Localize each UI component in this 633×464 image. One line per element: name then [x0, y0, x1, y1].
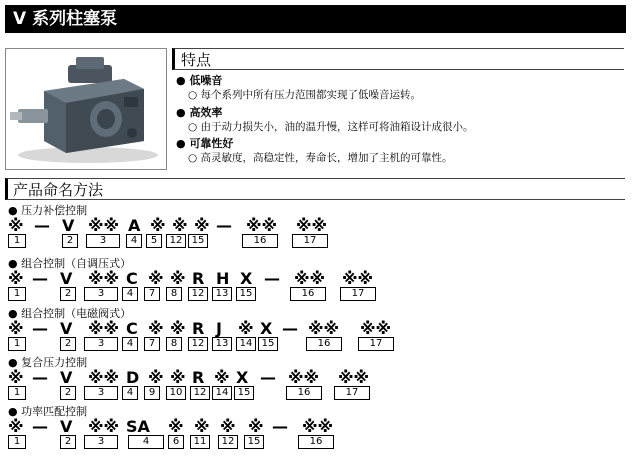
- naming-group: ● 功率匹配控制 ※ — V ※※ SA ※ ※ ※ ※ — ※※ 1 2 3 4 6 11 12 15 16: [8, 405, 334, 447]
- code-token: ※※: [342, 269, 374, 288]
- position-number: 14: [212, 386, 232, 400]
- code-token: ※: [8, 417, 24, 436]
- group-title: 复合压力控制: [21, 356, 88, 369]
- code-token: ※: [170, 368, 186, 387]
- position-number: 17: [292, 234, 328, 248]
- code-token: C: [126, 269, 138, 288]
- position-number: 4: [126, 234, 142, 248]
- code-row: [8, 417, 334, 436]
- position-number: 16: [298, 435, 334, 449]
- position-number: 4: [128, 435, 164, 449]
- position-number: 3: [84, 337, 118, 351]
- feature-title: 低噪音: [189, 74, 223, 87]
- number-row: [8, 287, 365, 301]
- position-number: 1: [8, 287, 26, 301]
- code-token: ※※: [246, 216, 278, 235]
- position-number: 9: [144, 386, 160, 400]
- code-token: ※: [8, 319, 24, 338]
- features-heading: 特点: [172, 48, 624, 70]
- code-row: [8, 216, 328, 235]
- code-row: [8, 269, 374, 288]
- position-number: 13: [212, 287, 232, 301]
- code-token: ※: [194, 417, 210, 436]
- feature-desc: 每个系列中所有压力范围都实现了低噪音运转。: [200, 89, 421, 101]
- position-number: 2: [60, 386, 76, 400]
- position-number: 17: [340, 287, 376, 301]
- position-number: 3: [86, 234, 120, 248]
- naming-group: ● 压力补偿控制 ※ — V ※※ A ※ ※ ※ — ※※ ※※ 1 2 3 4 5 12 15 16 17: [8, 204, 328, 246]
- position-number: 15: [234, 386, 254, 400]
- code-token: ※: [148, 269, 164, 288]
- code-token: ※: [148, 319, 164, 338]
- page-title: V 系列柱塞泵: [5, 5, 626, 33]
- code-token: ※※: [308, 319, 340, 338]
- code-token: ※※: [302, 417, 334, 436]
- position-number: 3: [84, 386, 118, 400]
- code-row: [8, 368, 370, 387]
- naming-group: ● 复合压力控制 ※ — V ※※ D ※ ※ R ※ X — ※※ ※※ 1 2 3 4 9 10 12 14 15 16 17: [8, 356, 370, 398]
- code-token: V: [60, 417, 73, 436]
- code-token: ※※: [338, 368, 370, 387]
- code-token: ※: [194, 216, 210, 235]
- position-number: 10: [166, 386, 186, 400]
- pump-photo: [5, 48, 167, 170]
- position-number: 3: [84, 287, 118, 301]
- position-number: 1: [8, 234, 26, 248]
- code-token: —: [32, 269, 48, 288]
- position-number: 12: [218, 435, 238, 449]
- code-token: ※: [168, 417, 184, 436]
- feature-title: 高效率: [189, 106, 223, 119]
- position-number: 3: [84, 435, 118, 449]
- position-number: 4: [122, 337, 138, 351]
- position-number: 8: [166, 337, 182, 351]
- code-token: ※※: [360, 319, 392, 338]
- code-token: X: [240, 269, 253, 288]
- code-token: ※: [8, 216, 24, 235]
- code-token: ※: [170, 269, 186, 288]
- position-number: 2: [60, 435, 76, 449]
- code-token: V: [60, 368, 73, 387]
- code-token: ※: [170, 319, 186, 338]
- code-token: —: [216, 216, 232, 235]
- code-token: A: [128, 216, 141, 235]
- position-number: 17: [334, 386, 370, 400]
- feature-item: ● 高效率 ○ 由于动力损失小，油的温升慢，这样可将油箱设计成很小。: [176, 106, 474, 133]
- code-token: ※※: [88, 269, 120, 288]
- code-token: ※※: [88, 216, 120, 235]
- code-token: ※※: [296, 216, 328, 235]
- position-number: 1: [8, 337, 26, 351]
- position-number: 15: [244, 435, 264, 449]
- group-title: 组合控制（自调压式）: [21, 257, 132, 270]
- position-number: 15: [258, 337, 278, 351]
- position-number: 16: [306, 337, 342, 351]
- position-number: 12: [188, 337, 208, 351]
- code-token: ※※: [88, 319, 120, 338]
- position-number: 12: [188, 287, 208, 301]
- position-number: 5: [146, 234, 162, 248]
- position-number: 1: [8, 435, 26, 449]
- code-token: ※※: [88, 368, 120, 387]
- position-number: 4: [122, 386, 138, 400]
- position-number: 4: [122, 287, 138, 301]
- position-number: 16: [242, 234, 278, 248]
- position-number: 12: [190, 386, 210, 400]
- group-title: 功率匹配控制: [21, 405, 88, 418]
- code-token: —: [260, 368, 276, 387]
- code-token: V: [62, 216, 75, 235]
- code-token: ※: [214, 368, 230, 387]
- code-token: R: [192, 319, 205, 338]
- code-token: ※: [248, 417, 264, 436]
- feature-item: ● 低噪音 ○ 每个系列中所有压力范围都实现了低噪音运转。: [176, 74, 421, 101]
- code-token: ※※: [288, 368, 320, 387]
- code-token: V: [60, 269, 73, 288]
- code-token: ※※: [88, 417, 120, 436]
- number-row: [8, 435, 323, 449]
- code-token: ※: [8, 368, 24, 387]
- code-token: J: [216, 319, 222, 338]
- code-token: R: [192, 269, 205, 288]
- naming-group: ● 组合控制（电磁阀式） ※ — V ※※ C ※ ※ R J ※ X — ※※ ※※ 1 2 3 4 7 8 12 13 14 15 16 17: [8, 307, 131, 351]
- code-token: X: [236, 368, 249, 387]
- code-token: —: [32, 319, 48, 338]
- position-number: 13: [212, 337, 232, 351]
- code-token: —: [282, 319, 298, 338]
- code-token: V: [60, 319, 73, 338]
- position-number: 17: [358, 337, 394, 351]
- code-token: R: [192, 368, 205, 387]
- code-token: —: [264, 269, 280, 288]
- feature-desc: 高灵敏度，高稳定性，寿命长，增加了主机的可靠性。: [200, 152, 453, 164]
- feature-item: ● 可靠性好 ○ 高灵敏度，高稳定性，寿命长，增加了主机的可靠性。: [176, 137, 453, 164]
- position-number: 14: [236, 337, 256, 351]
- position-number: 2: [60, 337, 76, 351]
- group-title: 压力补偿控制: [21, 204, 88, 217]
- code-token: SA: [126, 417, 150, 436]
- position-number: 8: [166, 287, 182, 301]
- naming-group: ● 组合控制（自调压式） ※ — V ※※ C ※ ※ R H X — ※※ ※※ 1 2 3 4 7 8 12 13 15 16 17: [8, 257, 131, 301]
- number-row: [8, 337, 383, 351]
- position-number: 1: [8, 386, 26, 400]
- position-number: 12: [166, 234, 186, 248]
- code-row: [8, 319, 392, 338]
- position-number: 15: [188, 234, 208, 248]
- position-number: 2: [60, 287, 76, 301]
- position-number: 16: [286, 386, 322, 400]
- code-token: ※: [220, 417, 236, 436]
- position-number: 7: [144, 287, 160, 301]
- code-token: —: [32, 368, 48, 387]
- feature-title: 可靠性好: [189, 137, 234, 150]
- code-token: C: [126, 319, 138, 338]
- code-token: ※: [238, 319, 254, 338]
- number-row: [8, 386, 359, 400]
- code-token: —: [34, 216, 50, 235]
- code-token: ※: [150, 216, 166, 235]
- feature-desc: 由于动力损失小，油的温升慢，这样可将油箱设计成很小。: [200, 121, 474, 133]
- naming-heading: 产品命名方法: [5, 178, 625, 200]
- position-number: 2: [62, 234, 78, 248]
- pump-image: [6, 49, 166, 169]
- code-token: —: [32, 417, 48, 436]
- code-token: ※: [172, 216, 188, 235]
- position-number: 15: [236, 287, 256, 301]
- code-token: ※: [148, 368, 164, 387]
- code-token: D: [126, 368, 140, 387]
- group-title: 组合控制（电磁阀式）: [21, 307, 132, 320]
- code-token: ※: [8, 269, 24, 288]
- position-number: 16: [290, 287, 326, 301]
- position-number: 6: [168, 435, 184, 449]
- code-token: H: [216, 269, 230, 288]
- code-token: ※※: [294, 269, 326, 288]
- code-token: X: [260, 319, 273, 338]
- number-row: [8, 234, 317, 248]
- position-number: 11: [190, 435, 210, 449]
- code-token: —: [272, 417, 288, 436]
- position-number: 7: [144, 337, 160, 351]
